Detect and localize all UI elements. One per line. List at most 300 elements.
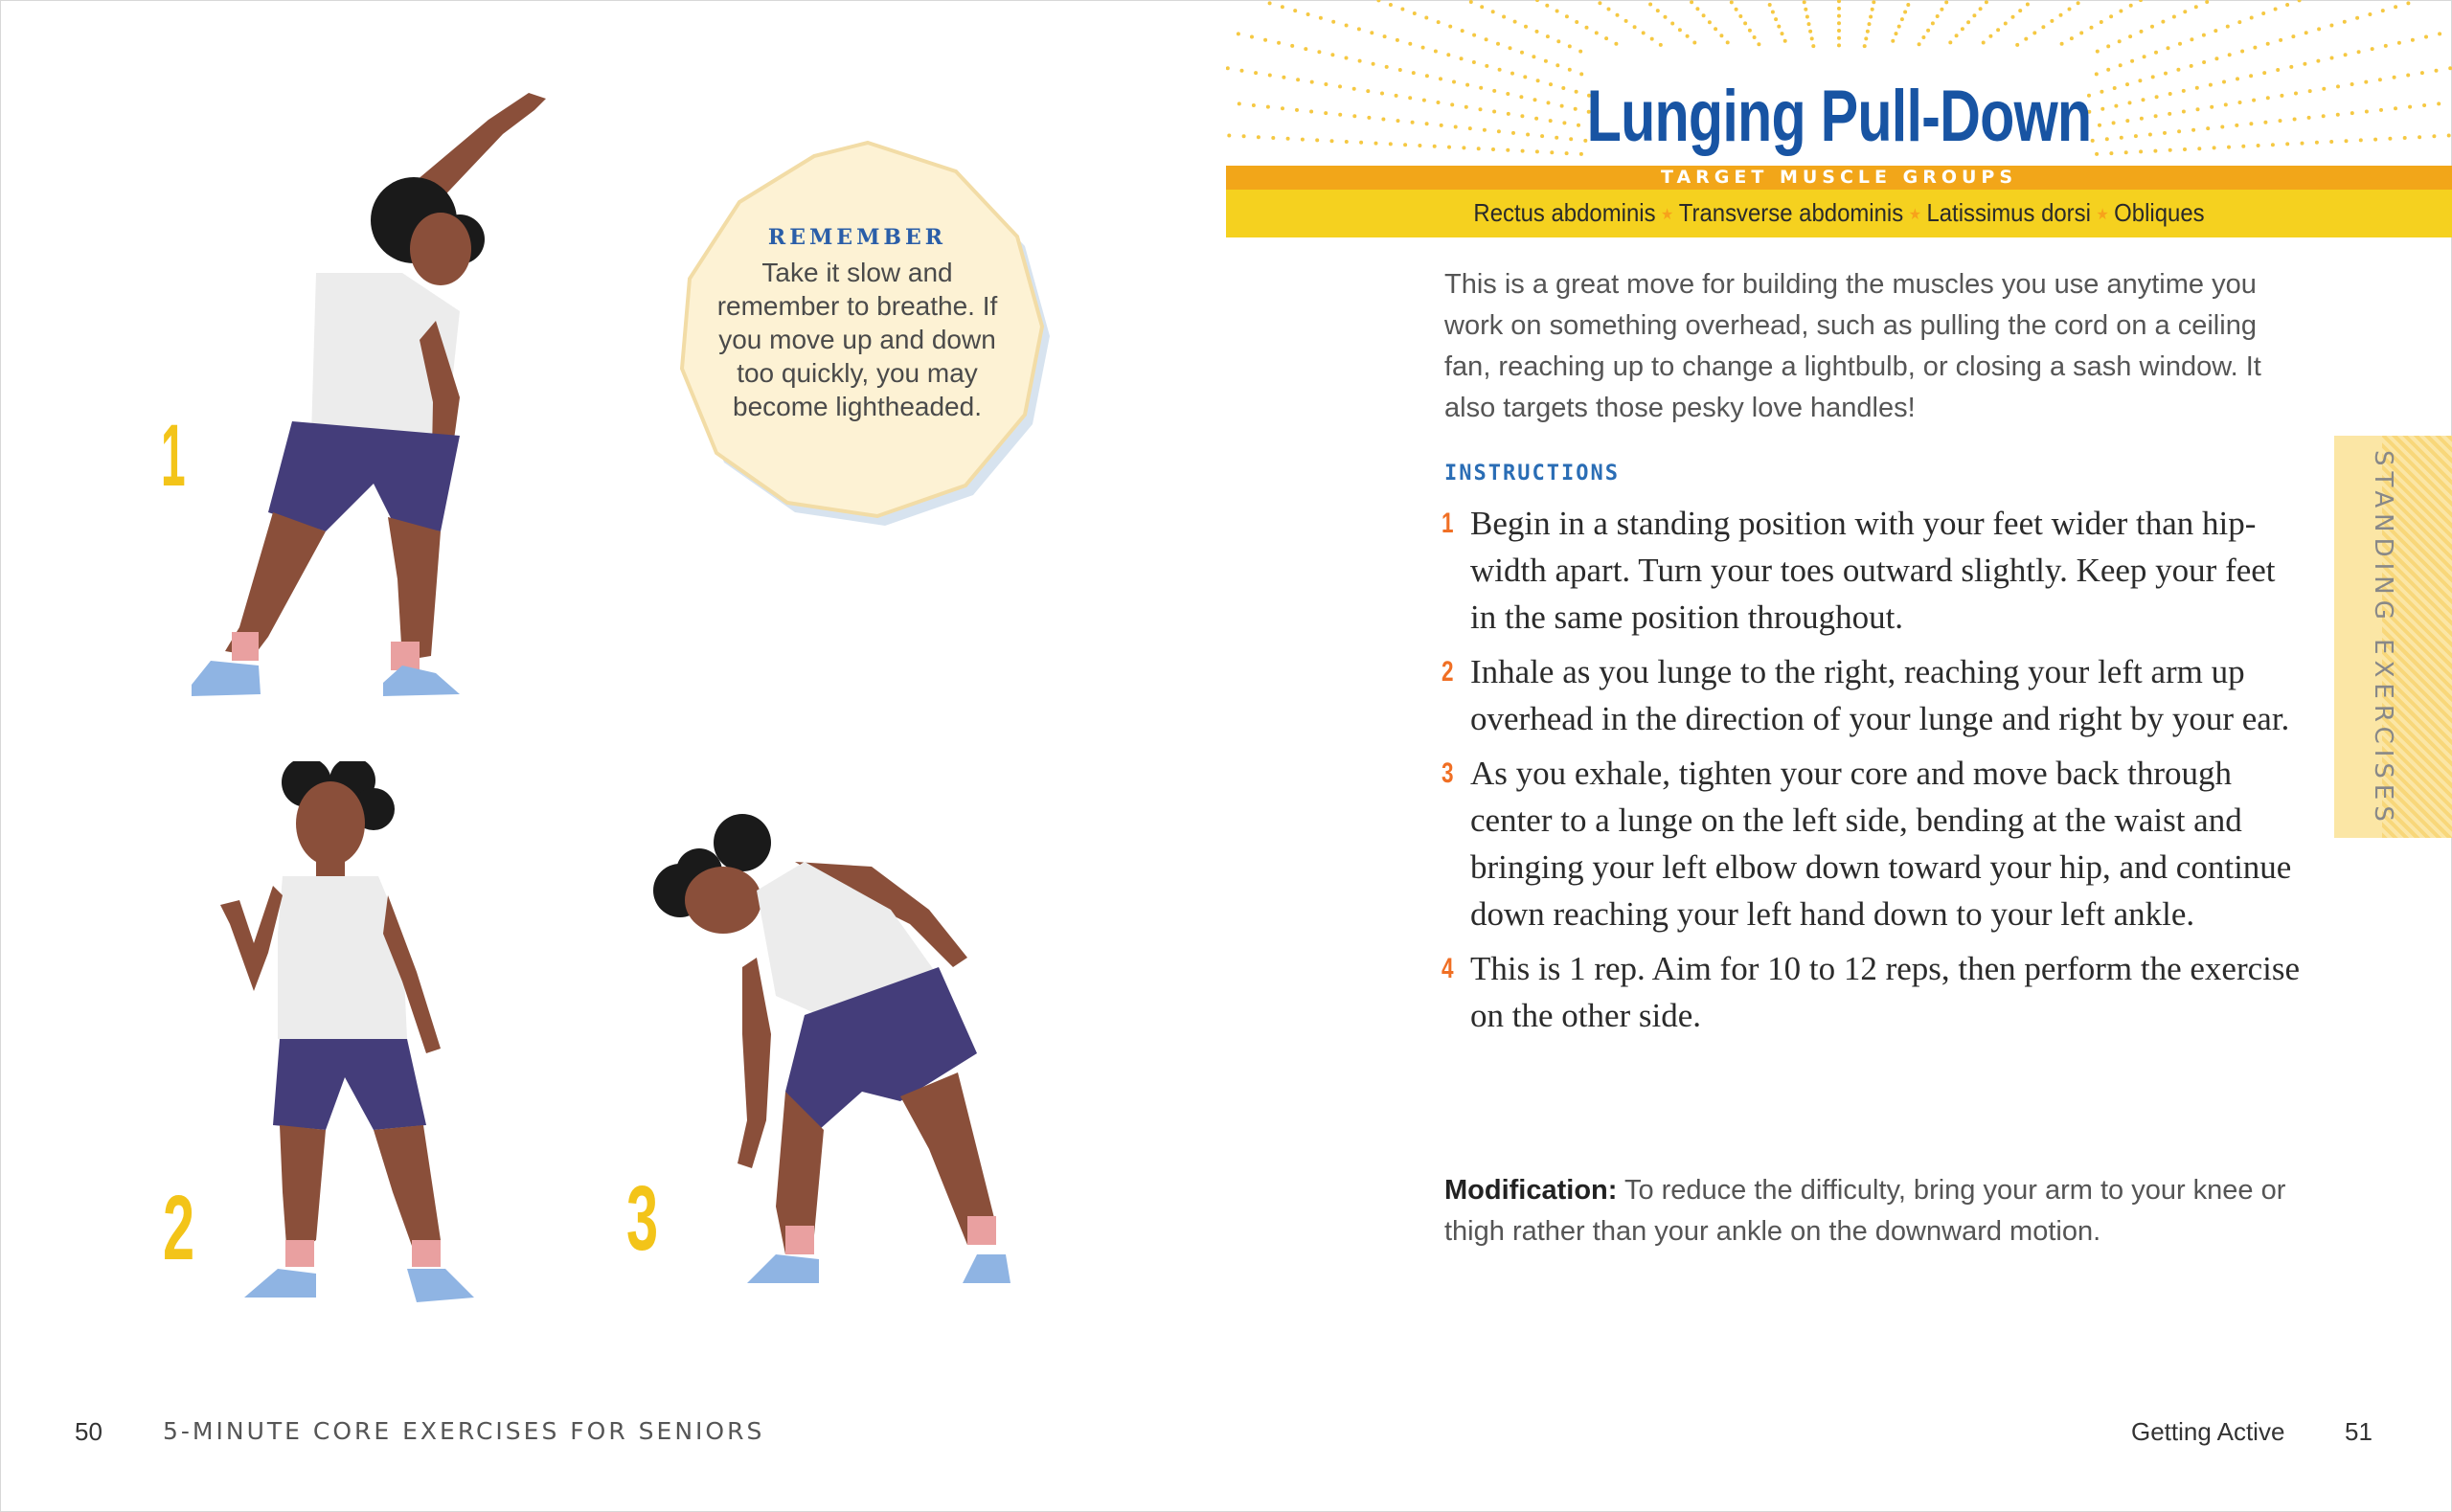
- sunburst-dot: [2364, 80, 2368, 84]
- sunburst-dot: [1863, 44, 1867, 48]
- sunburst-dot: [2355, 16, 2359, 20]
- sunburst-dot: [1437, 20, 1441, 24]
- sunburst-dot: [2388, 137, 2392, 141]
- sunburst-dot: [2418, 135, 2421, 139]
- sunburst-dot: [1295, 108, 1299, 112]
- sunburst-dot: [1616, 13, 1620, 17]
- sunburst-dot: [2059, 13, 2063, 17]
- sunburst-dot: [1714, 27, 1717, 31]
- exercise-figure-reach-icon: [172, 81, 575, 723]
- sunburst-dot: [1338, 84, 1342, 88]
- sunburst-dot: [1972, 13, 1976, 17]
- sunburst-dot: [2437, 102, 2441, 105]
- sunburst-dot: [1743, 21, 1747, 25]
- sunburst-dot: [1385, 65, 1389, 69]
- sunburst-dot: [1777, 25, 1781, 29]
- sunburst-dot: [2403, 136, 2407, 140]
- sunburst-dot: [1293, 9, 1297, 12]
- sunburst-dot: [2070, 36, 2074, 40]
- sunburst-dot: [1263, 38, 1267, 42]
- sunburst-dot: [2317, 27, 2321, 31]
- sunburst-dot: [2274, 8, 2278, 11]
- sunburst-dot: [2060, 42, 2064, 46]
- section-tab-label: STANDING EXERCISES: [2369, 450, 2397, 827]
- sunburst-dot: [1345, 56, 1349, 60]
- sunburst-dot: [1614, 42, 1618, 46]
- sunburst-dot: [2336, 113, 2340, 117]
- instruction-steps: [1442, 500, 2304, 1047]
- sunburst-dot: [1268, 1, 1272, 5]
- sunburst-dot: [1996, 28, 2000, 32]
- sunburst-dot: [2424, 35, 2428, 39]
- sunburst-dot: [1656, 9, 1660, 12]
- sunburst-dot: [2350, 111, 2354, 115]
- sunburst-dot: [2393, 76, 2396, 79]
- instruction-step: [1442, 945, 2304, 1039]
- sunburst-dot: [1472, 34, 1476, 37]
- sunburst-dot: [2167, 46, 2170, 50]
- muscle-item: Rectus abdominis: [1473, 198, 1656, 227]
- sunburst-dot: [1315, 138, 1319, 142]
- sunburst-dot: [2202, 34, 2206, 37]
- sunburst-dot: [2343, 20, 2347, 24]
- sunburst-dot: [1513, 20, 1517, 24]
- sunburst-dot: [2119, 63, 2123, 67]
- sunburst-dot: [2130, 59, 2134, 63]
- sunburst-dot: [2322, 114, 2326, 118]
- sunburst-dot: [1735, 8, 1738, 11]
- step-label-2: 2: [163, 1177, 195, 1279]
- sunburst-dot: [1692, 41, 1696, 45]
- muscle-item: Transverse abdominis: [1678, 198, 1904, 227]
- sunburst-dot: [1650, 37, 1654, 41]
- sunburst-dot: [1250, 35, 1254, 39]
- sunburst-dot: [2194, 5, 2198, 9]
- sunburst-dot: [1338, 113, 1342, 117]
- modification-text: To reduce the difficulty, bring your arm to your knee or thigh rather than your ankle on the downward motion.: [1444, 1175, 2286, 1247]
- sunburst-dot: [1748, 29, 1752, 33]
- sunburst-dot: [2190, 37, 2193, 41]
- sunburst-dot: [2250, 16, 2254, 20]
- step-number: 3: [1442, 757, 1454, 789]
- sunburst-dot: [2350, 82, 2354, 86]
- modification-note: [1444, 1170, 2287, 1252]
- sunburst-dot: [1985, 0, 1988, 4]
- sunburst-dot: [1966, 20, 1970, 24]
- sunburst-dot: [2394, 5, 2397, 9]
- sunburst-dot: [1252, 103, 1256, 107]
- sunburst-dot: [1254, 71, 1258, 75]
- sunburst-dot: [1868, 22, 1872, 26]
- sunburst-dot: [2384, 44, 2388, 48]
- sunburst-dot: [1771, 11, 1775, 14]
- sunburst-dot: [1678, 28, 1682, 32]
- sunburst-dot: [2214, 56, 2218, 60]
- sunburst-dot: [1565, 14, 1569, 18]
- sunburst-dot: [2119, 10, 2123, 13]
- sunburst-dot: [1319, 16, 1323, 20]
- sunburst-dot: [2368, 12, 2372, 16]
- sunburst-dot: [2237, 20, 2241, 24]
- modification-label: Modification:: [1444, 1175, 1618, 1206]
- section-name: Getting Active: [2131, 1417, 2285, 1446]
- sunburst-dot: [1664, 15, 1668, 19]
- sunburst-dot: [1555, 63, 1559, 67]
- sunburst-dot: [1837, 21, 1841, 25]
- sunburst-dot: [1604, 36, 1608, 40]
- sunburst-dot: [1702, 13, 1706, 17]
- sunburst-dot: [2176, 68, 2180, 72]
- sunburst-dot: [1546, 34, 1550, 38]
- sunburst-dot: [2178, 42, 2182, 46]
- sunburst-dot: [2435, 69, 2439, 73]
- sunburst-dot: [1753, 35, 1757, 39]
- sunburst-dot: [1448, 25, 1452, 29]
- sunburst-dot: [1309, 110, 1313, 114]
- sunburst-dot: [2183, 10, 2187, 13]
- sunburst-dot: [2378, 78, 2382, 81]
- step-label-3: 3: [626, 1167, 659, 1270]
- sunburst-dot: [1931, 21, 1935, 25]
- sunburst-dot: [2068, 8, 2072, 11]
- sunburst-dot: [2448, 66, 2452, 70]
- sunburst-dot: [1227, 134, 1231, 138]
- sunburst-dot: [1396, 38, 1399, 42]
- exercise-figure-stand-icon: [211, 761, 517, 1336]
- sunburst-dot: [1900, 17, 1904, 21]
- sunburst-dot: [2406, 74, 2410, 78]
- sunburst-dot: [1535, 30, 1539, 34]
- sunburst-dot: [1810, 36, 1814, 40]
- sunburst-dot: [1808, 30, 1812, 34]
- sunburst-dot: [1768, 3, 1772, 7]
- sunburst-dot: [1595, 31, 1599, 34]
- sunburst-dot: [1461, 29, 1464, 33]
- sunburst-dot: [2004, 22, 2008, 26]
- exercise-title: Lunging Pull-Down: [1586, 76, 2092, 157]
- step-text: Begin in a standing position with your feet wider than hip-width apart. Turn your toes outward slightly. Keep your feet in the same position throughout.: [1470, 505, 2276, 636]
- sunburst-dot: [1575, 20, 1578, 24]
- sunburst-dot: [2406, 1, 2410, 5]
- sunburst-dot: [2015, 43, 2019, 47]
- sunburst-dot: [2026, 3, 2030, 7]
- sunburst-dot: [1389, 3, 1393, 7]
- sunburst-dot: [2291, 34, 2295, 38]
- sunburst-dot: [1398, 68, 1402, 72]
- sunburst-dot: [1324, 111, 1328, 115]
- sunburst-dot: [1837, 36, 1841, 40]
- sunburst-dot: [1837, 14, 1841, 18]
- sunburst-dot: [2316, 59, 2320, 63]
- step-text: Inhale as you lunge to the right, reaching your left arm up overhead in the direction of your lunge and right by your ear.: [1470, 653, 2290, 737]
- sunburst-dot: [1936, 14, 1940, 18]
- step-text: This is 1 rep. Aim for 10 to 12 reps, then perform the exercise on the other side.: [1470, 950, 2301, 1034]
- sunburst-dot: [2077, 1, 2080, 5]
- sunburst-dot: [2150, 25, 2154, 29]
- sunburst-dot: [1310, 80, 1314, 84]
- remember-title: REMEMBER: [767, 225, 947, 250]
- sunburst-dot: [1358, 59, 1362, 63]
- sunburst-dot: [1301, 138, 1305, 142]
- sunburst-dot: [1237, 102, 1241, 105]
- sunburst-dot: [2303, 62, 2306, 66]
- sunburst-dot: [1545, 4, 1549, 8]
- sunburst-dot: [2371, 47, 2374, 51]
- sunburst-dot: [1317, 50, 1321, 54]
- sunburst-dot: [2050, 19, 2054, 23]
- step-text: As you exhale, tighten your core and move back through center to a lunge on the left side, bending at the waist and bringing your left elbow down toward your hip, and continue down reaching your left hand down to your left ankle.: [1470, 755, 2292, 933]
- sunburst-dot: [1290, 44, 1294, 48]
- sunburst-dot: [2373, 138, 2377, 142]
- sunburst-dot: [1837, 29, 1841, 33]
- sunburst-dot: [1434, 50, 1438, 54]
- sunburst-dot: [1805, 15, 1809, 19]
- sunburst-dot: [2143, 55, 2146, 58]
- sunburst-dot: [1330, 139, 1334, 143]
- sunburst-dot: [1982, 41, 1986, 45]
- book-title: 5-MINUTE CORE EXERCISES FOR SENIORS: [163, 1417, 765, 1445]
- sunburst-dot: [2298, 0, 2302, 2]
- sunburst-dot: [1803, 0, 1806, 4]
- remember-body: Take it slow and remember to breathe. If you move up and down too quickly, you may become lightheaded.: [716, 258, 998, 421]
- muscle-item: Latissimus dorsi: [1926, 198, 2091, 227]
- sunburst-dot: [1345, 24, 1349, 28]
- remember-callout: [704, 225, 1010, 423]
- sunburst-dot: [1642, 31, 1646, 34]
- sunburst-dot: [1502, 15, 1506, 19]
- sunburst-dot: [1472, 60, 1476, 64]
- instruction-step: [1442, 750, 2304, 937]
- sunburst-dot: [1408, 42, 1412, 46]
- sunburst-dot: [2139, 0, 2143, 2]
- sunburst-dot: [1944, 0, 1948, 4]
- sunburst-dot: [2190, 64, 2193, 68]
- sunburst-dot: [2329, 140, 2333, 144]
- instructions-heading: INSTRUCTIONS: [1444, 462, 1620, 485]
- sunburst-dot: [1496, 42, 1500, 46]
- sunburst-dot: [1509, 46, 1512, 50]
- sunburst-dot: [2253, 46, 2257, 50]
- sunburst-dot: [2379, 108, 2383, 112]
- star-bullet-icon: ★: [1661, 207, 1674, 224]
- sunburst-dot: [2279, 38, 2282, 42]
- sunburst-dot: [2345, 139, 2349, 143]
- sunburst-dot: [1345, 140, 1349, 144]
- sunburst-dot: [1781, 32, 1784, 35]
- star-bullet-icon: ★: [1908, 207, 1921, 224]
- sunburst-dot: [2422, 103, 2426, 107]
- sunburst-dot: [1918, 42, 1921, 46]
- sunburst-dot: [2096, 50, 2100, 54]
- sunburst-dot: [1460, 56, 1464, 60]
- sunburst-dot: [1237, 32, 1240, 35]
- sunburst-dot: [2090, 26, 2094, 30]
- sunburst-dot: [1469, 0, 1473, 4]
- sunburst-dot: [1372, 62, 1375, 66]
- sunburst-dot: [1719, 34, 1723, 37]
- sunburst-dot: [1708, 20, 1712, 24]
- sunburst-dot: [1331, 20, 1335, 24]
- sunburst-dot: [2024, 37, 2028, 41]
- step-number: 2: [1442, 656, 1454, 688]
- sunburst-dot: [1555, 10, 1559, 13]
- sunburst-dot: [2411, 38, 2415, 42]
- sunburst-dot: [2304, 31, 2308, 34]
- sunburst-dot: [1871, 8, 1874, 11]
- sunburst-dot: [1598, 1, 1601, 5]
- sunburst-dot: [1491, 10, 1495, 13]
- sunburst-dot: [1837, 7, 1841, 11]
- sunburst-dot: [1296, 78, 1300, 81]
- step-number: 1: [1442, 508, 1454, 539]
- sunburst-dot: [1446, 53, 1450, 56]
- sunburst-dot: [1686, 34, 1690, 38]
- sunburst-dot: [1568, 44, 1572, 48]
- sunburst-dot: [2140, 30, 2144, 34]
- sunburst-dot: [2438, 32, 2441, 35]
- sunburst-dot: [1485, 64, 1488, 68]
- sunburst-dot: [1524, 25, 1528, 29]
- intro-paragraph: This is a great move for building the muscles you use anytime you work on something overhead, such as pulling the cord on a ceiling fan, reaching up to change a lightbulb, or closing a sash window. It also targets those pesky love handles!: [1444, 269, 2261, 423]
- sunburst-dot: [1413, 11, 1417, 15]
- sunburst-dot: [2336, 84, 2340, 88]
- sunburst-dot: [1578, 50, 1582, 54]
- sunburst-dot: [1277, 41, 1281, 45]
- sunburst-dot: [2118, 39, 2122, 43]
- sunburst-dot: [1633, 25, 1637, 29]
- exercise-figure-bend-icon: [651, 804, 1073, 1321]
- sunburst-dot: [1226, 66, 1230, 70]
- sunburst-dot: [2285, 3, 2289, 7]
- step-label-1: 1: [161, 407, 186, 505]
- sunburst-dot: [1421, 46, 1425, 50]
- sunburst-dot: [2205, 0, 2209, 4]
- sunburst-dot: [2394, 106, 2397, 110]
- sunburst-dot: [1544, 59, 1548, 63]
- sunburst-dot: [1556, 39, 1560, 43]
- sunburst-dot: [2344, 53, 2348, 56]
- sunburst-dot: [1866, 30, 1870, 34]
- sunburst-dot: [1485, 37, 1488, 41]
- sunburst-dot: [1690, 0, 1693, 4]
- sunburst-dot: [1624, 19, 1628, 23]
- sunburst-dot: [2330, 56, 2334, 60]
- sunburst-dot: [1659, 43, 1663, 47]
- sunburst-dot: [2041, 25, 2045, 29]
- sunburst-dot: [2154, 51, 2158, 55]
- sunburst-dot: [2226, 25, 2230, 29]
- sunburst-dot: [2018, 9, 2022, 12]
- instruction-step: [1442, 500, 2304, 641]
- sunburst-dot: [2408, 105, 2412, 109]
- sunburst-dot: [2359, 138, 2363, 142]
- sunburst-dot: [2381, 9, 2385, 12]
- sunburst-dot: [1257, 135, 1260, 139]
- sunburst-dot: [2202, 60, 2206, 64]
- sunburst-dot: [1872, 0, 1875, 4]
- sunburst-dot: [1607, 8, 1611, 11]
- page-number-left: 50: [75, 1417, 102, 1446]
- sunburst-dot: [2289, 65, 2293, 69]
- sunburst-dot: [1695, 7, 1699, 11]
- sunburst-dot: [1532, 55, 1535, 58]
- sunburst-dot: [1282, 76, 1285, 79]
- sunburst-dot: [1271, 136, 1275, 140]
- sunburst-dot: [1837, 0, 1841, 3]
- sunburst-dot: [1926, 29, 1930, 33]
- sunburst-dot: [2420, 71, 2424, 75]
- sunburst-dot: [2079, 31, 2083, 34]
- sunburst-dot: [1480, 5, 1484, 9]
- sunburst-dot: [1324, 82, 1328, 86]
- sunburst-dot: [1281, 106, 1284, 110]
- sunburst-dot: [2161, 20, 2165, 24]
- sunburst-dot: [1424, 16, 1428, 20]
- sunburst-dot: [2447, 134, 2451, 138]
- sunburst-dot: [1897, 25, 1901, 29]
- sunburst-dot: [1304, 47, 1307, 51]
- sunburst-dot: [1783, 39, 1787, 43]
- sunburst-dot: [2266, 42, 2270, 46]
- sunburst-dot: [1670, 22, 1674, 26]
- target-muscle-label: TARGET MUSCLE GROUPS: [1660, 167, 2018, 188]
- sunburst-dot: [2172, 15, 2176, 19]
- sunburst-dot: [1242, 134, 1246, 138]
- sunburst-dot: [1498, 68, 1502, 72]
- sunburst-dot: [2322, 87, 2326, 91]
- sunburst-dot: [1730, 0, 1734, 4]
- instruction-step: [1442, 648, 2304, 742]
- sunburst-dot: [2329, 24, 2333, 28]
- sunburst-dot: [2011, 15, 2015, 19]
- sunburst-dot: [2106, 44, 2110, 48]
- sunburst-dot: [2397, 41, 2401, 45]
- star-bullet-icon: ★: [2096, 207, 2109, 224]
- sunburst-dot: [1357, 27, 1361, 31]
- sunburst-dot: [1811, 44, 1815, 48]
- muscle-list: [1275, 198, 2403, 228]
- sunburst-dot: [1286, 137, 1290, 141]
- sunburst-dot: [1352, 114, 1356, 118]
- sunburst-dot: [1903, 11, 1907, 14]
- sunburst-dot: [1869, 15, 1873, 19]
- sunburst-dot: [1370, 31, 1374, 34]
- sunburst-dot: [2129, 4, 2133, 8]
- sunburst-dot: [1837, 43, 1841, 47]
- sunburst-dot: [1807, 22, 1811, 26]
- sunburst-dot: [1266, 105, 1270, 109]
- sunburst-dot: [2032, 31, 2036, 34]
- sunburst-dot: [1906, 3, 1910, 7]
- sunburst-dot: [1520, 51, 1524, 55]
- sunburst-dot: [1400, 8, 1404, 11]
- sunburst-dot: [1988, 34, 1992, 38]
- sunburst-dot: [1330, 53, 1334, 56]
- sunburst-dot: [1568, 68, 1572, 72]
- step-number: 4: [1442, 953, 1454, 984]
- sunburst-dot: [1948, 40, 1952, 44]
- sunburst-dot: [1726, 40, 1730, 44]
- sunburst-dot: [2106, 68, 2110, 72]
- sunburst-dot: [2128, 34, 2132, 38]
- sunburst-dot: [1757, 42, 1760, 46]
- page-number-right: 51: [2345, 1417, 2373, 1446]
- sunburst-dot: [1804, 8, 1807, 11]
- sunburst-dot: [1306, 12, 1310, 16]
- sunburst-dot: [1774, 17, 1778, 21]
- sunburst-dot: [1961, 27, 1964, 31]
- sunburst-dot: [1383, 34, 1387, 38]
